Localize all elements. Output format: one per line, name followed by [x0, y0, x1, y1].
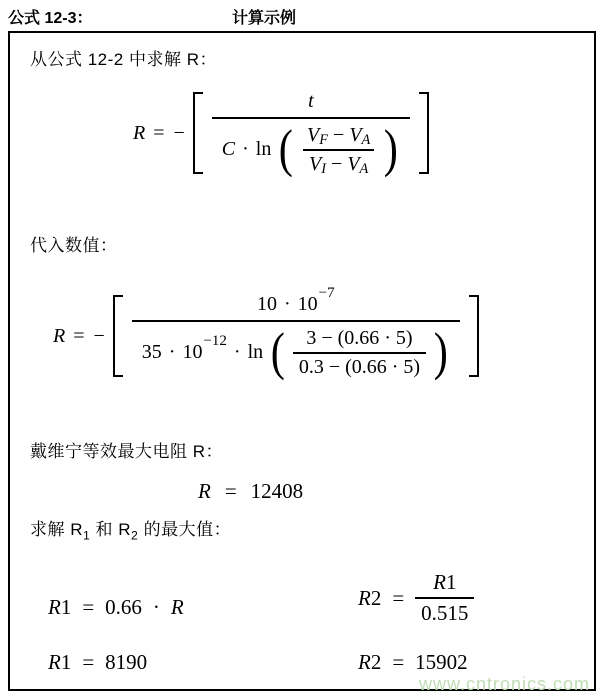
equation-numeric: [53, 285, 479, 381]
eq2-inner-fraction: [293, 327, 426, 379]
eq1-lhs: R: [133, 121, 146, 144]
equation-r1-value: [48, 650, 147, 675]
eq1-dot: ·: [242, 138, 249, 160]
right-bracket: [469, 295, 479, 377]
right-paren: ): [384, 120, 399, 178]
eq2-num-dot: ·: [283, 293, 291, 315]
r2val-lhs: R 2: [358, 650, 382, 674]
left-bracket: [193, 92, 203, 174]
eq1-equals: =: [153, 121, 165, 144]
left-bracket: [113, 295, 123, 377]
r2val-value: 15902: [415, 650, 468, 674]
eqr-equals: =: [224, 479, 237, 503]
eq1-den-c: C: [221, 138, 236, 160]
eq2-den-dot2: ·: [233, 341, 241, 363]
r2def-den: 0.515: [421, 601, 469, 625]
eq1-fraction: [212, 90, 410, 176]
text-thevenin-resistance: 戴维宁等效最大电阻 R：: [30, 442, 223, 461]
r2def-fraction: [415, 570, 474, 626]
eq1-inner-den-minus: −: [331, 152, 343, 175]
r2def-equals: =: [392, 585, 405, 610]
eq1-inner-num-minus: −: [333, 123, 345, 146]
eq1-va-den: V $_A$: [347, 152, 369, 177]
equation-title: 计算示例: [232, 10, 297, 27]
eq1-minus-sign: −: [173, 121, 185, 144]
eq2-den-power: 10 −12: [182, 333, 227, 363]
eq2-num-power: 10 −7: [297, 285, 335, 315]
right-bracket: [419, 92, 429, 174]
equation-r2-definition: [358, 570, 474, 626]
eq1-ln: ln: [255, 138, 272, 160]
text-substitute-values: 代入数值：: [30, 236, 118, 255]
eq2-den-35: 35: [141, 341, 162, 363]
text-solve-r: 从公式 12-2 中求解 R：: [30, 50, 217, 69]
watermark-cntronics: www.cntronics.com: [418, 674, 590, 694]
eq1-vf: V $_F$: [307, 123, 329, 148]
r1def-equals: =: [82, 595, 95, 619]
eq2-lhs: R: [53, 324, 66, 347]
r2val-equals: =: [392, 650, 405, 674]
eq2-inner-den: 0.3 − (0.66 · 5): [298, 355, 421, 378]
r1def-lhs: R 1: [48, 595, 72, 619]
equation-r2-value: [358, 650, 468, 675]
eq2-fraction: [132, 285, 460, 381]
eq2-num-10: 10: [256, 293, 277, 315]
r2def-num: R 1: [433, 570, 457, 594]
eqr-value: 12408: [250, 479, 304, 503]
right-paren: ): [433, 323, 448, 381]
eq2-equals: =: [73, 324, 85, 347]
equation-r1-definition: [48, 595, 184, 620]
eq1-va-num: V $_A$: [349, 123, 371, 148]
equation-symbolic: [133, 90, 429, 176]
r2def-lhs: R 2: [358, 585, 382, 610]
r1val-lhs: R 1: [48, 650, 72, 674]
eq2-inner-num: 3 − (0.66 · 5): [306, 326, 413, 349]
r1val-equals: =: [82, 650, 95, 674]
eq1-vi: V $_I$: [309, 152, 327, 177]
text-solve-r1-r2: 求解 $R_1$ 和 $R_2$ 的最大值：: [30, 520, 232, 543]
example-box: [8, 31, 596, 694]
eq1-numerator-t: t: [308, 90, 314, 112]
r1val-value: 8190: [105, 650, 148, 674]
eq2-den-dot1: ·: [168, 341, 176, 363]
eq1-inner-fraction: [301, 124, 376, 176]
left-paren: (: [279, 120, 294, 178]
left-paren: (: [270, 323, 286, 381]
eq2-ln: ln: [247, 341, 264, 363]
r1def-coef: 0.66: [105, 595, 142, 619]
r1def-dot: ·: [152, 595, 160, 619]
equation-number-label: 公式 12-3：: [8, 10, 93, 27]
r1def-rhs-var: R: [170, 595, 184, 619]
eq2-minus-sign: −: [93, 324, 105, 347]
eqr-lhs: R: [198, 479, 211, 503]
equation-r-result: [198, 479, 303, 504]
